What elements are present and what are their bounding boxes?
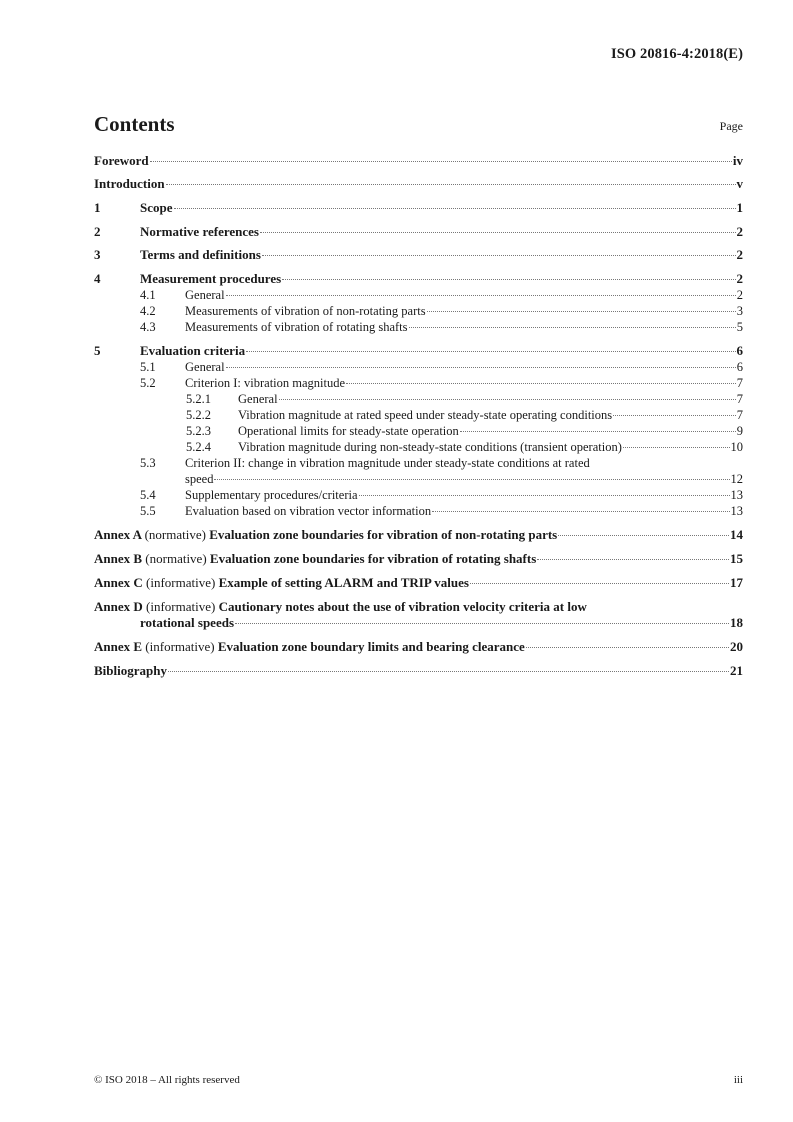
toc-entry-page: 7	[736, 376, 743, 390]
annex-kind: (normative)	[145, 551, 210, 566]
dot-leader	[537, 559, 729, 560]
annex-kind: (normative)	[144, 527, 210, 542]
dot-leader	[427, 311, 736, 312]
dot-leader	[460, 431, 736, 432]
toc-entry-number: 1	[94, 200, 101, 215]
toc-entry-title: Introduction	[94, 176, 165, 191]
dot-leader	[166, 184, 736, 185]
toc-entry[interactable]	[94, 359, 743, 375]
toc-entry-number: 5.2.4	[186, 440, 211, 454]
dot-leader	[432, 511, 729, 512]
toc-entry-page: 21	[730, 663, 743, 678]
toc-entry-page: 2	[736, 288, 743, 302]
toc-entry-title: General	[185, 288, 225, 302]
toc-entry-title: Evaluation based on vibration vector information	[185, 504, 432, 518]
annex-label: Annex A	[94, 527, 145, 542]
toc-entry-page: 13	[730, 504, 743, 518]
annex-kind: (informative)	[146, 575, 219, 590]
toc-entry-title: rotational speeds	[140, 615, 235, 630]
toc-entry-title: Measurements of vibration of non-rotating parts	[185, 304, 426, 318]
toc-entry[interactable]	[94, 153, 743, 169]
toc-entry-page: iv	[732, 153, 743, 168]
toc-entry-title: Terms and definitions	[140, 247, 261, 262]
toc-entry-number: 3	[94, 247, 101, 262]
toc-entry[interactable]	[94, 200, 743, 216]
annex-title: Evaluation zone boundaries for vibration of non-rotating parts	[209, 527, 558, 542]
toc-entry-page: 18	[730, 615, 743, 630]
toc-entry-page: 17	[730, 575, 743, 590]
annex-title: Cautionary notes about the use of vibration velocity criteria at low	[218, 599, 587, 614]
toc-entry-page: 6	[736, 360, 743, 374]
toc-entry[interactable]	[94, 599, 743, 615]
toc-entry-title: General	[185, 360, 225, 374]
toc-entry-page: 6	[736, 343, 743, 358]
toc-entry-page: 7	[736, 392, 743, 406]
toc-entry[interactable]	[94, 303, 743, 319]
dot-leader	[226, 295, 736, 296]
toc-entry[interactable]	[94, 455, 743, 471]
toc-entry-page: 10	[730, 440, 743, 454]
annex-kind: (informative)	[146, 599, 219, 614]
toc-entry-title: Vibration magnitude at rated speed under steady-state operating conditions	[238, 408, 613, 422]
dot-leader	[623, 447, 730, 448]
contents-heading-row	[94, 112, 743, 138]
toc-entry-number: 4.3	[140, 320, 156, 334]
toc-entry-title: Normative references	[140, 224, 259, 239]
toc-entry-number: 5.2	[140, 376, 156, 390]
toc-entry-title: Bibliography	[94, 663, 167, 678]
toc-entry-page: 12	[730, 472, 743, 486]
toc-entry-page: 5	[736, 320, 743, 334]
toc-entry[interactable]	[94, 423, 743, 439]
toc-entry-title	[94, 575, 469, 591]
toc-entry-title: Criterion I: vibration magnitude	[185, 376, 346, 390]
annex-kind: (informative)	[145, 639, 218, 654]
toc-entry-page: 15	[730, 551, 743, 566]
dot-leader	[279, 399, 736, 400]
dot-leader	[262, 255, 736, 256]
toc-entry[interactable]	[94, 287, 743, 303]
toc-entry-title: Foreword	[94, 153, 149, 168]
toc-entry-number: 5.2.3	[186, 424, 211, 438]
toc-entry-title: speed	[185, 472, 214, 486]
toc-entry-page: 7	[736, 408, 743, 422]
document-code: ISO 20816-4:2018(E)	[611, 46, 743, 62]
toc-entry-title: Scope	[140, 200, 173, 215]
dot-leader	[346, 383, 736, 384]
dot-leader	[150, 161, 732, 162]
toc-entry-number: 5.2.2	[186, 408, 211, 422]
toc-entry[interactable]	[94, 639, 743, 655]
dot-leader	[558, 535, 729, 536]
toc-entry-page: 13	[730, 488, 743, 502]
dot-leader	[526, 647, 729, 648]
toc-entry[interactable]	[94, 319, 743, 335]
toc-entry-title: Operational limits for steady-state operation	[238, 424, 459, 438]
toc-entry-title	[94, 639, 525, 655]
dot-leader	[282, 279, 735, 280]
toc-entry-number: 5.3	[140, 456, 156, 470]
toc-entry-title: Criterion II: change in vibration magnitude under steady-state conditions at rated	[185, 456, 590, 470]
annex-label: Annex B	[94, 551, 146, 566]
toc-entry-title: Vibration magnitude during non-steady-state conditions (transient operation)	[238, 440, 622, 454]
toc-entry[interactable]	[94, 247, 743, 263]
toc-entry-number: 4	[94, 271, 101, 286]
toc-entry-number: 4.2	[140, 304, 156, 318]
toc-entry-title: Supplementary procedures/criteria	[185, 488, 358, 502]
toc-entry-page: 20	[730, 639, 743, 654]
toc-entry-number: 5.2.1	[186, 392, 211, 406]
toc-entry[interactable]	[94, 527, 743, 543]
annex-label: Annex D	[94, 599, 147, 614]
toc-entry-title: Measurement procedures	[140, 271, 282, 286]
copyright-notice: © ISO 2018 – All rights reserved	[94, 1074, 240, 1086]
toc-entry-page: 9	[736, 424, 743, 438]
toc-entry-number: 5	[94, 343, 101, 358]
page-number: iii	[733, 1074, 743, 1086]
contents-title: Contents	[94, 112, 175, 136]
toc-entry-page: 2	[736, 224, 743, 239]
toc-entry-title	[94, 599, 587, 615]
toc-entry[interactable]	[94, 391, 743, 407]
toc-entry[interactable]	[94, 271, 743, 287]
toc-entry-number: 4.1	[140, 288, 156, 302]
dot-leader	[168, 671, 729, 672]
annex-label: Annex E	[94, 639, 146, 654]
toc-entry-number: 5.1	[140, 360, 156, 374]
dot-leader	[613, 415, 736, 416]
toc-entry-number: 2	[94, 224, 101, 239]
toc-entry[interactable]	[94, 343, 743, 359]
annex-title: Example of setting ALARM and TRIP values	[218, 575, 469, 590]
annex-title: Evaluation zone boundaries for vibration of rotating shafts	[209, 551, 537, 566]
toc-entry[interactable]	[94, 615, 743, 631]
dot-leader	[214, 479, 729, 480]
annex-title: Evaluation zone boundary limits and bearing clearance	[217, 639, 525, 654]
annex-label: Annex C	[94, 575, 147, 590]
toc-entry-page: v	[736, 176, 743, 191]
toc-entry[interactable]	[94, 224, 743, 240]
toc-entry[interactable]	[94, 407, 743, 423]
toc-entry-page: 2	[736, 247, 743, 262]
toc-entry-title: General	[238, 392, 278, 406]
toc-entry-title	[94, 551, 536, 567]
toc-entry[interactable]	[94, 375, 743, 391]
dot-leader	[246, 351, 735, 352]
toc-entry-page: 1	[736, 200, 743, 215]
dot-leader	[359, 495, 730, 496]
toc-entry[interactable]	[94, 575, 743, 591]
dot-leader	[174, 208, 736, 209]
toc-entry[interactable]	[94, 176, 743, 192]
page-column-label: Page	[719, 119, 743, 133]
toc-entry-title	[94, 527, 557, 543]
toc-entry-number: 5.5	[140, 504, 156, 518]
toc-entry-title: Evaluation criteria	[140, 343, 246, 358]
toc-entry-page: 14	[730, 527, 743, 542]
toc-entry[interactable]	[94, 487, 743, 503]
toc-entry[interactable]	[94, 471, 743, 487]
toc-entry[interactable]	[94, 503, 743, 519]
dot-leader	[235, 623, 729, 624]
toc-entry[interactable]	[94, 439, 743, 455]
toc-entry-number: 5.4	[140, 488, 156, 502]
toc-entry-page: 3	[736, 304, 743, 318]
dot-leader	[260, 232, 736, 233]
toc-entry-title: Measurements of vibration of rotating shafts	[185, 320, 408, 334]
dot-leader	[226, 367, 736, 368]
toc-entry[interactable]	[94, 663, 743, 679]
toc-entry[interactable]	[94, 551, 743, 567]
dot-leader	[409, 327, 736, 328]
dot-leader	[470, 583, 729, 584]
toc-entry-page: 2	[736, 271, 743, 286]
